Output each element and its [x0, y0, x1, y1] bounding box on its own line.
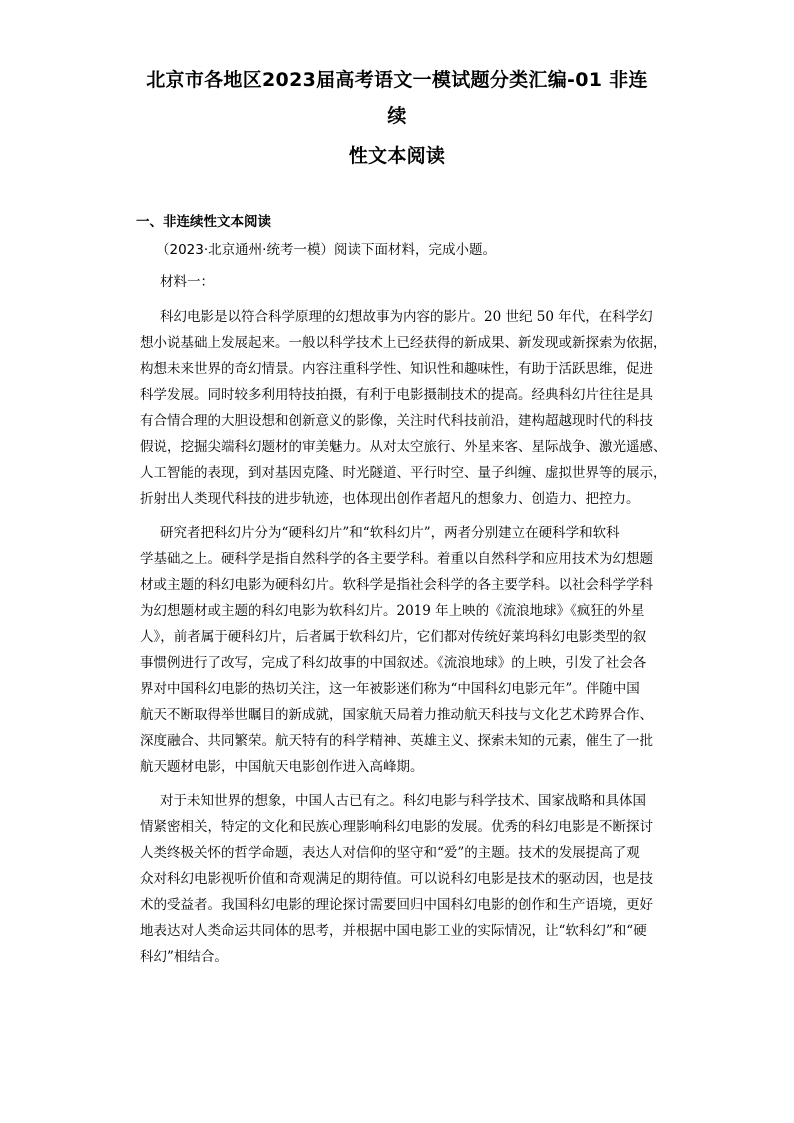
paragraph-line: 事惯例进行了改写，完成了科幻故事的中国叙述。《流浪地球》的上映，引发了社会各 [140, 655, 647, 671]
paragraph-line: 人》，前者属于硬科幻片，后者属于软科幻片，它们都对传统好莱坞科幻电影类型的叙 [140, 629, 647, 645]
paragraph-line: 科学发展。同时较多利用特技拍摄，有利于电影摄制技术的提高。经典科幻片往往是具 [140, 387, 653, 403]
paragraph-line: 地表达对人类命运共同体的思考，并根据中国电影工业的实际情况，让“软科幻”和“硬 [140, 923, 647, 939]
paragraph-line: 折射出人类现代科技的进步轨迹，也体现出创作者超凡的想象力、创造力、把控力。 [140, 491, 640, 507]
paragraph-1 [140, 304, 667, 512]
paragraph-line: 深度融合、共同繁荣。航天特有的科学精神、英雄主义、探索未知的元素，催生了一批 [140, 733, 653, 749]
paragraph-line: 众对科幻电影视听价值和奇观满足的期待值。可以说科幻电影是技术的驱动因，也是技 [140, 871, 653, 887]
question-intro: （2023·北京通州·统考一模）阅读下面材料，完成小题。 [156, 242, 496, 258]
paragraph-line: 人工智能的表现，到对基因克隆、时光隧道、平行时空、量子纠缠、虚拟世界等的展示， [140, 465, 667, 481]
paragraph-line: 科幻电影是以符合科学原理的幻想故事为内容的影片。20 世纪 50 年代，在科学幻 [160, 309, 653, 325]
material-label: 材料一： [160, 274, 214, 290]
paragraph-line: 为幻想题材或主题的科幻电影为软科幻片。2019 年上映的《流浪地球》《疯狂的外星 [140, 603, 645, 619]
paragraph-line: 材或主题的科幻电影为硬科幻片。软科学是指社会科学的各主要学科。以社会科学学科 [140, 577, 653, 593]
paragraph-line: 学基础之上。硬科学是指自然科学的各主要学科。着重以自然科学和应用技术为幻想题 [140, 551, 653, 567]
title-line-2: 性文本阅读 [348, 145, 446, 167]
paragraph-2 [140, 520, 654, 780]
paragraph-line: 对于未知世界的想象，中国人古已有之。科幻电影与科学技术、国家战略和具体国 [160, 793, 646, 809]
document-title-continued [140, 138, 654, 174]
paragraph-line: 界对中国科幻电影的热切关注，这一年被影迷们称为“中国科幻电影元年”。伴随中国 [140, 681, 640, 697]
paragraph-line: 研究者把科幻片分为“硬科幻片”和“软科幻片”，两者分别建立在硬科学和软科 [160, 525, 620, 541]
paragraph-line: 情紧密相关，特定的文化和民族心理影响科幻电影的发展。优秀的科幻电影是不断探讨 [140, 819, 653, 835]
section-heading: 一、非连续性文本阅读 [136, 214, 271, 230]
paragraph-line: 航天不断取得举世瞩目的新成就，国家航天局着力推动航天科技与文化艺术跨界合作、 [140, 707, 653, 723]
document-title [140, 62, 654, 134]
paragraph-3 [140, 788, 654, 970]
paragraph-line: 有合情合理的大胆设想和创新意义的影像，关注时代科技前沿，建构超越现时代的科技 [140, 413, 653, 429]
paragraph-line: 科幻”相结合。 [140, 949, 228, 965]
title-line-1: 北京市各地区2023届高考语文一模试题分类汇编-01 非连续 [146, 69, 648, 127]
paragraph-line: 想小说基础上发展起来。一般以科学技术上已经获得的新成果、新发现或新探索为依据， [140, 335, 667, 351]
paragraph-line: 人类终极关怀的哲学命题，表达人对信仰的坚守和“爱”的主题。技术的发展提高了观 [140, 845, 640, 861]
paragraph-line: 假说，挖掘尖端科幻题材的审美魅力。从对太空旅行、外星来客、星际战争、激光遥感、 [140, 439, 667, 455]
paragraph-line: 术的受益者。我国科幻电影的理论探讨需要回归中国科幻电影的创作和生产语境，更好 [140, 897, 653, 913]
paragraph-line: 航天题材电影，中国航天电影创作进入高峰期。 [140, 759, 424, 775]
paragraph-line: 构想未来世界的奇幻情景。内容注重科学性、知识性和趣味性，有助于活跃思维，促进 [140, 361, 653, 377]
